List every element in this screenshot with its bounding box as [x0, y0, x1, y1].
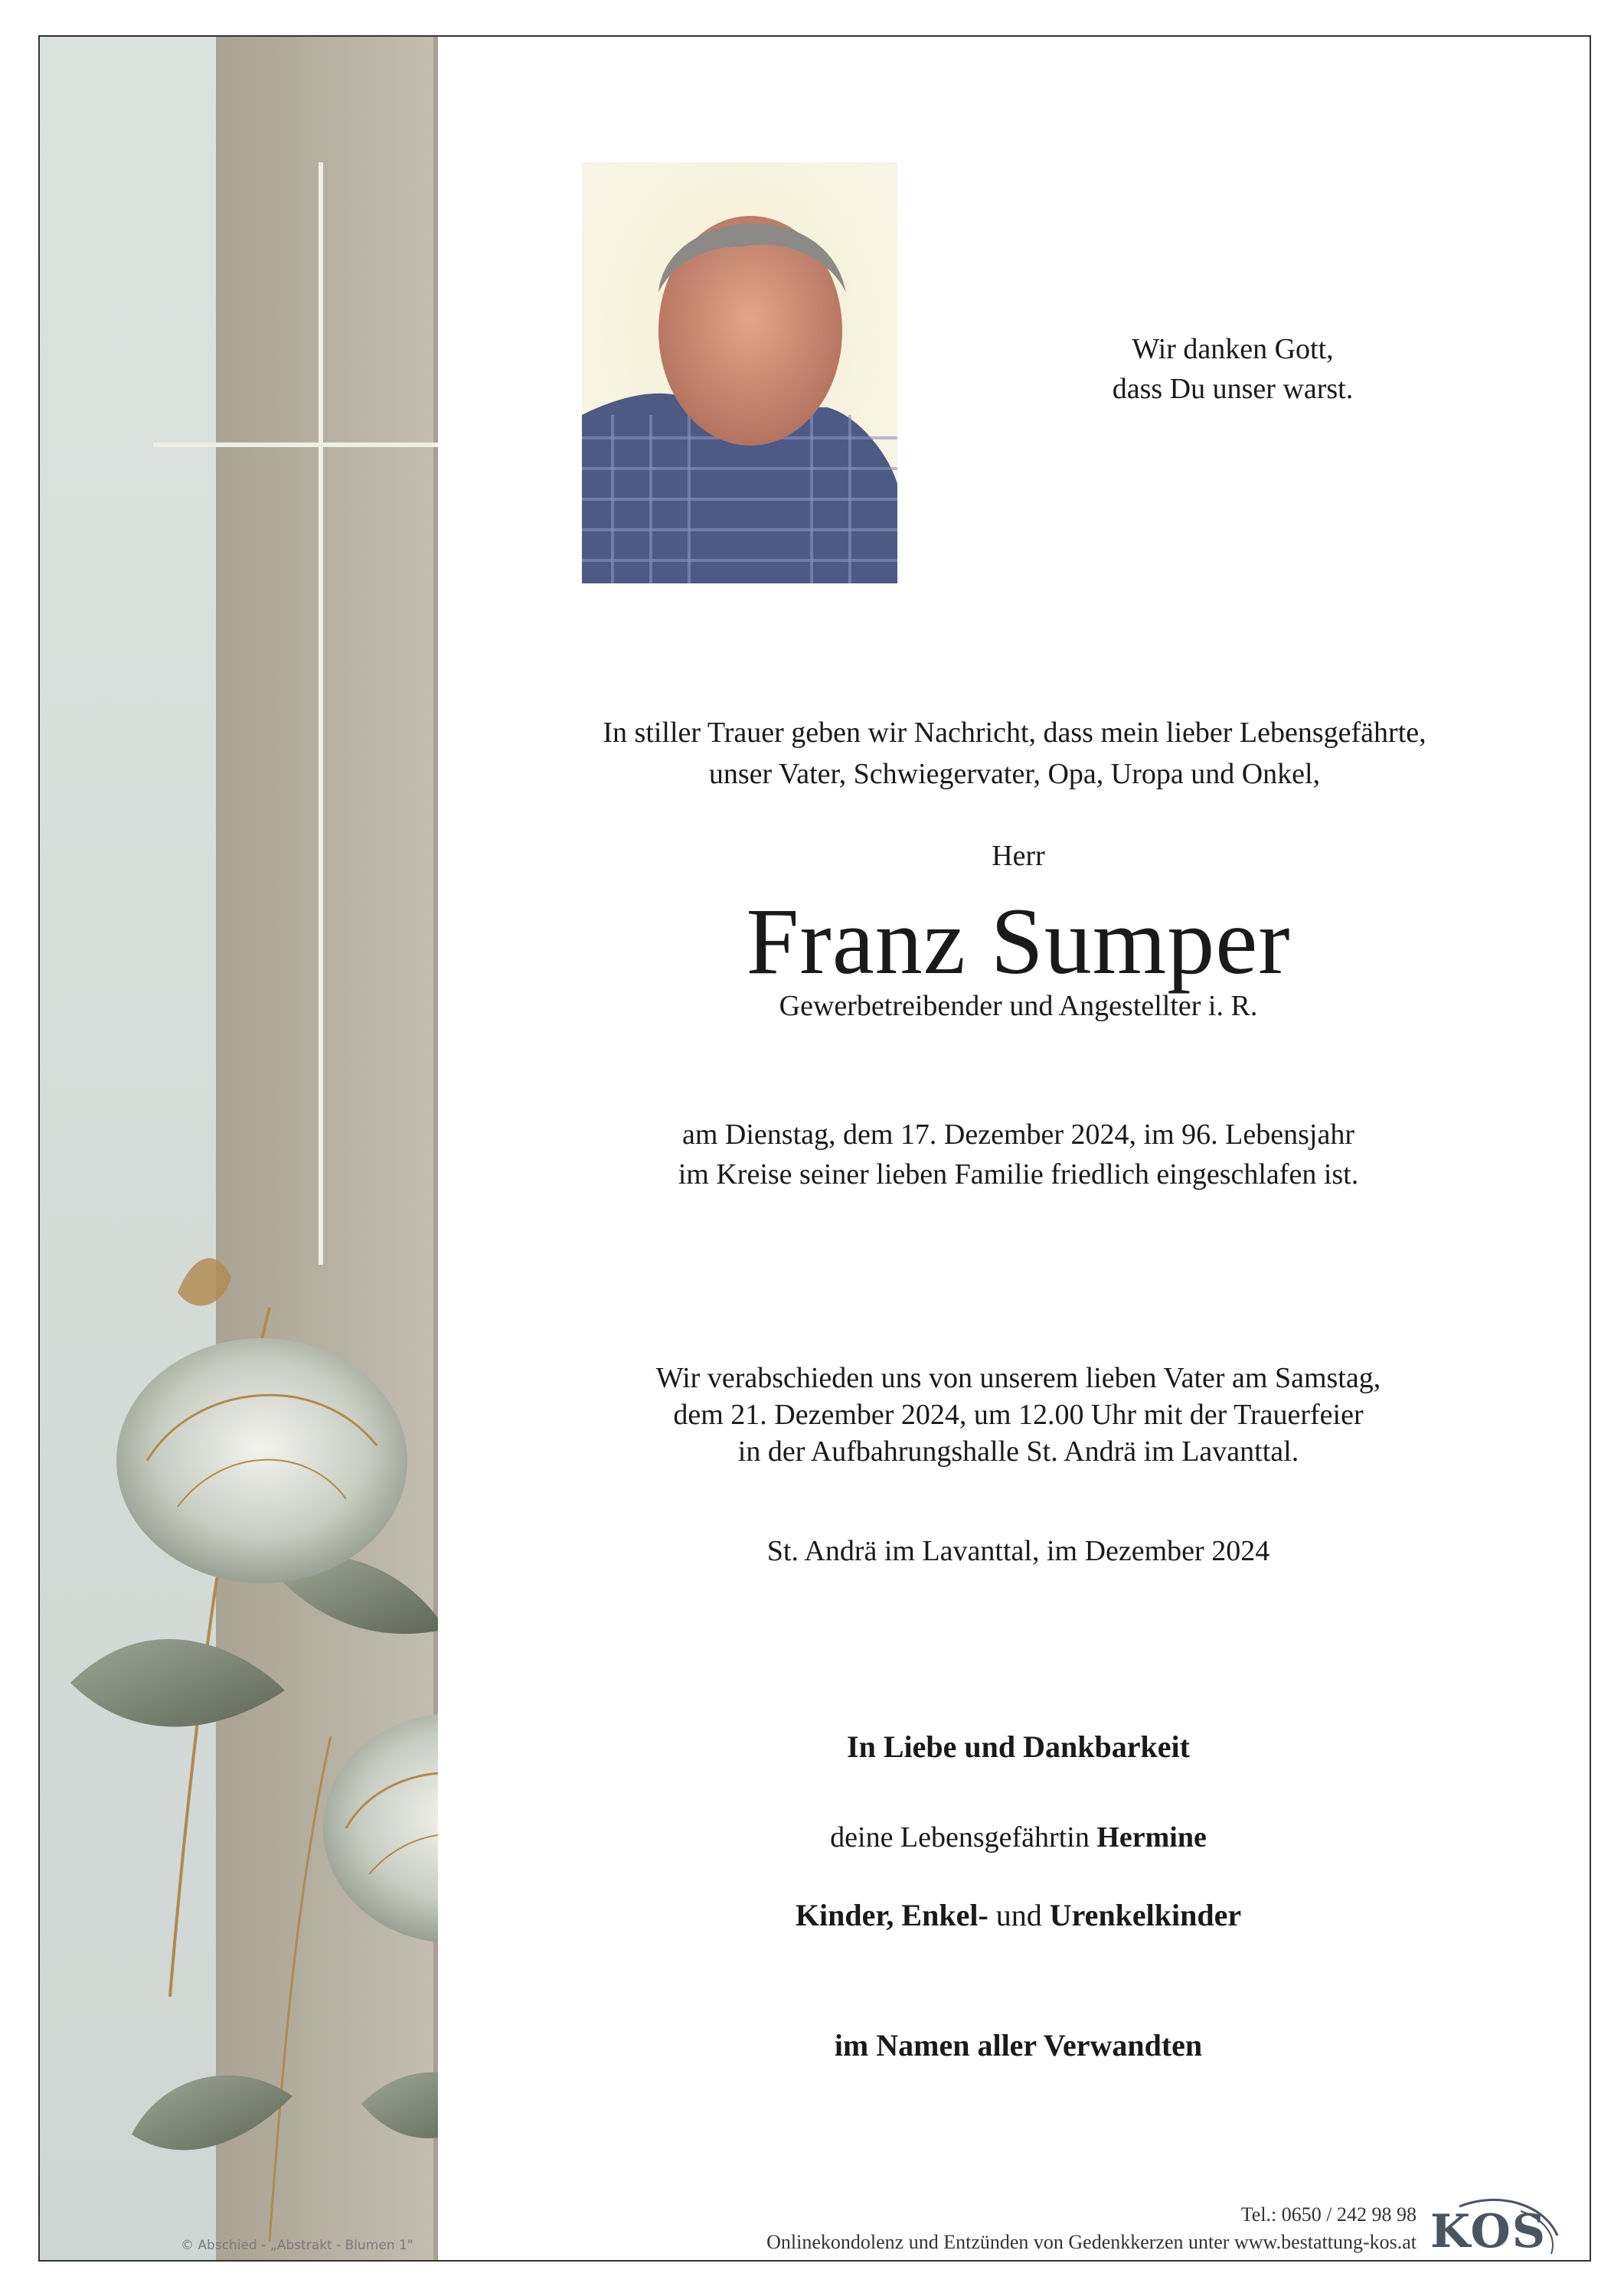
- family-line: [658, 1897, 1378, 1933]
- intro-line-1: In stiller Trauer geben wir Nachricht, dass mein lieber Lebensgefährte,: [603, 717, 1426, 749]
- occupation: Gewerbetreibender und Angestellter i. R.: [779, 990, 1258, 1022]
- place-and-date: St. Andrä im Lavanttal, im Dezember 2024: [766, 1535, 1270, 1567]
- copyright-note: © Abschied - „Abstrakt - Blumen 1": [181, 2238, 413, 2253]
- family-word-3: Urenkelkinder: [1049, 1898, 1242, 1932]
- death-line-1: am Dienstag, dem 17. Dezember 2024, im 96. Lebensjahr: [682, 1119, 1354, 1151]
- quote-line-2: dass Du unser warst.: [1112, 373, 1354, 405]
- deceased-name: Franz Sumper: [746, 889, 1291, 994]
- salutation: Herr: [992, 840, 1045, 872]
- funeral-line-1: Wir verabschieden uns von unserem lieben Vater am Samstag,: [655, 1362, 1381, 1394]
- partner-prefix: deine Lebensgefährtin: [830, 1821, 1090, 1853]
- family-word-2: und: [995, 1898, 1042, 1932]
- intro-line-2: unser Vater, Schwiegervater, Opa, Uropa und Onkel,: [708, 758, 1321, 790]
- footer-info: Onlinekondolenz und Entzünden von Gedenkkerzen unter www.bestattung-kos.at: [766, 2231, 1417, 2253]
- closing-line: In Liebe und Dankbarkeit: [847, 1729, 1190, 1764]
- partner-name: Hermine: [1096, 1821, 1207, 1853]
- funeral-line-2: dem 21. Dezember 2024, um 12.00 Uhr mit der Trauerfeier: [673, 1399, 1364, 1431]
- partner-line: [658, 1821, 1378, 1854]
- quote-line-1: Wir danken Gott,: [1132, 333, 1334, 365]
- funeral-line-3: in der Aufbahrungshalle St. Andrä im Lavanttal.: [737, 1435, 1299, 1468]
- death-line-2: im Kreise seiner lieben Familie friedlich eingeschlafen ist.: [678, 1158, 1359, 1190]
- funeral-details: [597, 1360, 1439, 1470]
- portrait-photo: [582, 162, 897, 583]
- family-word-1: Kinder, Enkel-: [795, 1898, 988, 1932]
- kos-logo-text: KOS: [1430, 2205, 1547, 2258]
- footer-phone: Tel.: 0650 / 242 98 98: [1240, 2203, 1417, 2226]
- death-notice: [613, 1115, 1424, 1194]
- quote: [1049, 329, 1417, 409]
- decorative-panel: [40, 37, 438, 2260]
- intro-text: [567, 712, 1462, 795]
- relatives-line: im Namen aller Verwandten: [834, 2028, 1203, 2062]
